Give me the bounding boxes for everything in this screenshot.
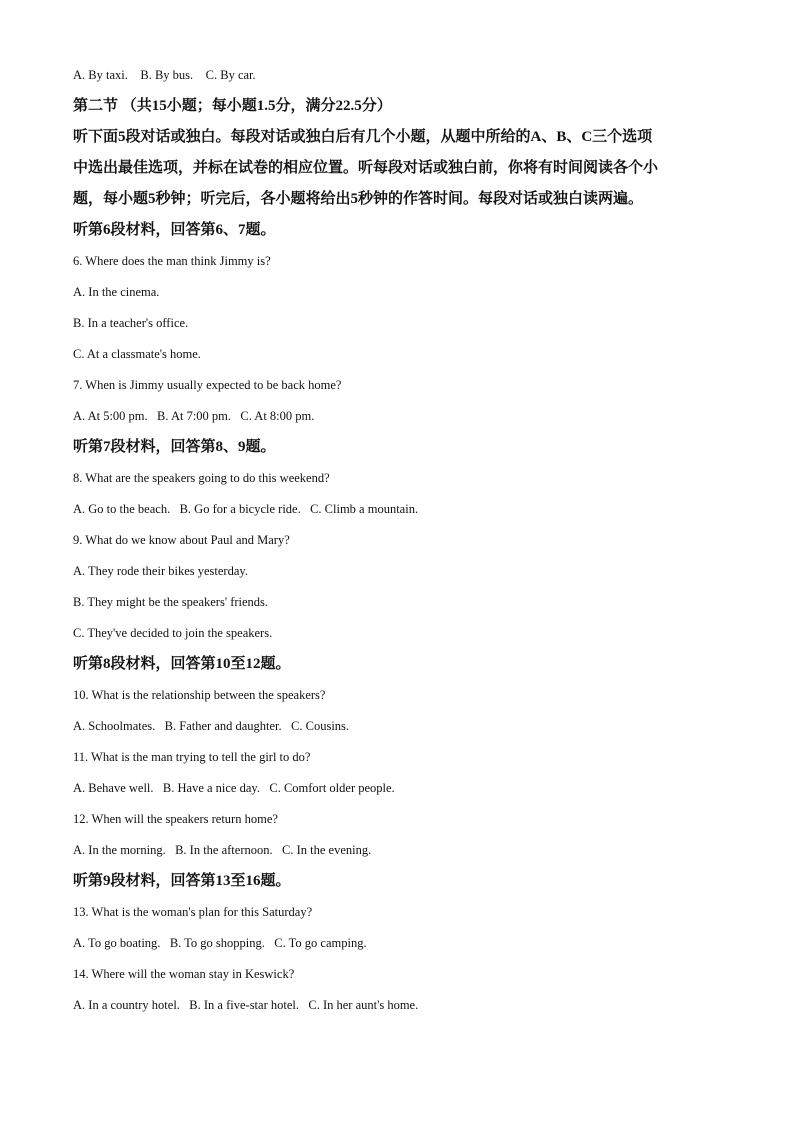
options-line [73,494,733,525]
option-c: C. In her aunt's home. [308,998,419,1012]
option-a: A. Behave well. [73,781,154,795]
option-c: C. They've decided to join the speakers. [73,626,273,640]
section-header: 第二节 （共15小题；每小题1.5分，满分22.5分） [73,98,392,114]
options-line [73,773,733,804]
exam-page [73,60,733,1021]
option-c: C. At 8:00 pm. [240,409,315,423]
option-a: A. At 5:00 pm. [73,409,148,423]
group-heading: 听第8段材料，回答第10至12题。 [73,656,291,672]
option-c: C. At a classmate's home. [73,347,201,361]
question-stem: 9. What do we know about Paul and Mary? [73,533,290,547]
option-a: A. By taxi. [73,68,128,82]
option-c: C. In the evening. [282,843,372,857]
option-b: B. They might be the speakers' friends. [73,595,269,609]
option-b: B. Have a nice day. [162,781,260,795]
option-a: A. To go boating. [73,936,161,950]
option-b: B. Father and daughter. [164,719,282,733]
option-b: B. In a teacher's office. [73,316,189,330]
question-stem: 14. Where will the woman stay in Keswick? [73,967,295,981]
option-a: A. Go to the beach. [73,502,171,516]
option-a: A. They rode their bikes yesterday. [73,564,248,578]
q5-options-line [73,60,733,91]
option-c: C. Comfort older people. [269,781,395,795]
instructions-line-3: 题，每小题5秒钟；听完后，各小题将给出5秒钟的作答时间。每段对话或独白读两遍。 [73,191,644,207]
option-a: A. In the morning. [73,843,166,857]
question-stem: 8. What are the speakers going to do this weekend? [73,471,330,485]
option-c: C. To go camping. [274,936,367,950]
instructions-line-2: 中选出最佳选项，并标在试卷的相应位置。听每段对话或独白前，你将有时间阅读各个小 [73,160,659,176]
instructions-line-1: 听下面5段对话或独白。每段对话或独白后有几个小题，从题中所给的A、B、C三个选项 [73,129,653,145]
question-stem: 12. When will the speakers return home? [73,812,278,826]
option-b: B. In a five-star hotel. [189,998,299,1012]
question-stem: 7. When is Jimmy usually expected to be back home? [73,378,342,392]
options-line [73,835,733,866]
group-heading: 听第7段材料，回答第8、9题。 [73,439,276,455]
option-b: B. To go shopping. [169,936,265,950]
option-c: C. Cousins. [291,719,350,733]
question-stem: 6. Where does the man think Jimmy is? [73,254,271,268]
group-heading: 听第9段材料，回答第13至16题。 [73,873,291,889]
option-b: B. Go for a bicycle ride. [179,502,301,516]
option-c: C. Climb a mountain. [310,502,419,516]
option-a: A. In the cinema. [73,285,160,299]
group-heading: 听第6段材料，回答第6、7题。 [73,222,276,238]
question-stem: 13. What is the woman's plan for this Saturday? [73,905,313,919]
option-a: A. In a country hotel. [73,998,180,1012]
options-line [73,711,733,742]
options-line [73,401,733,432]
option-c: C. By car. [205,68,256,82]
option-b: B. At 7:00 pm. [157,409,232,423]
option-b: B. By bus. [140,68,194,82]
option-b: B. In the afternoon. [175,843,273,857]
options-line [73,990,733,1021]
option-a: A. Schoolmates. [73,719,156,733]
question-stem: 11. What is the man trying to tell the girl to do? [73,750,311,764]
question-stem: 10. What is the relationship between the speakers? [73,688,326,702]
options-line [73,928,733,959]
question-groups [73,215,733,1021]
